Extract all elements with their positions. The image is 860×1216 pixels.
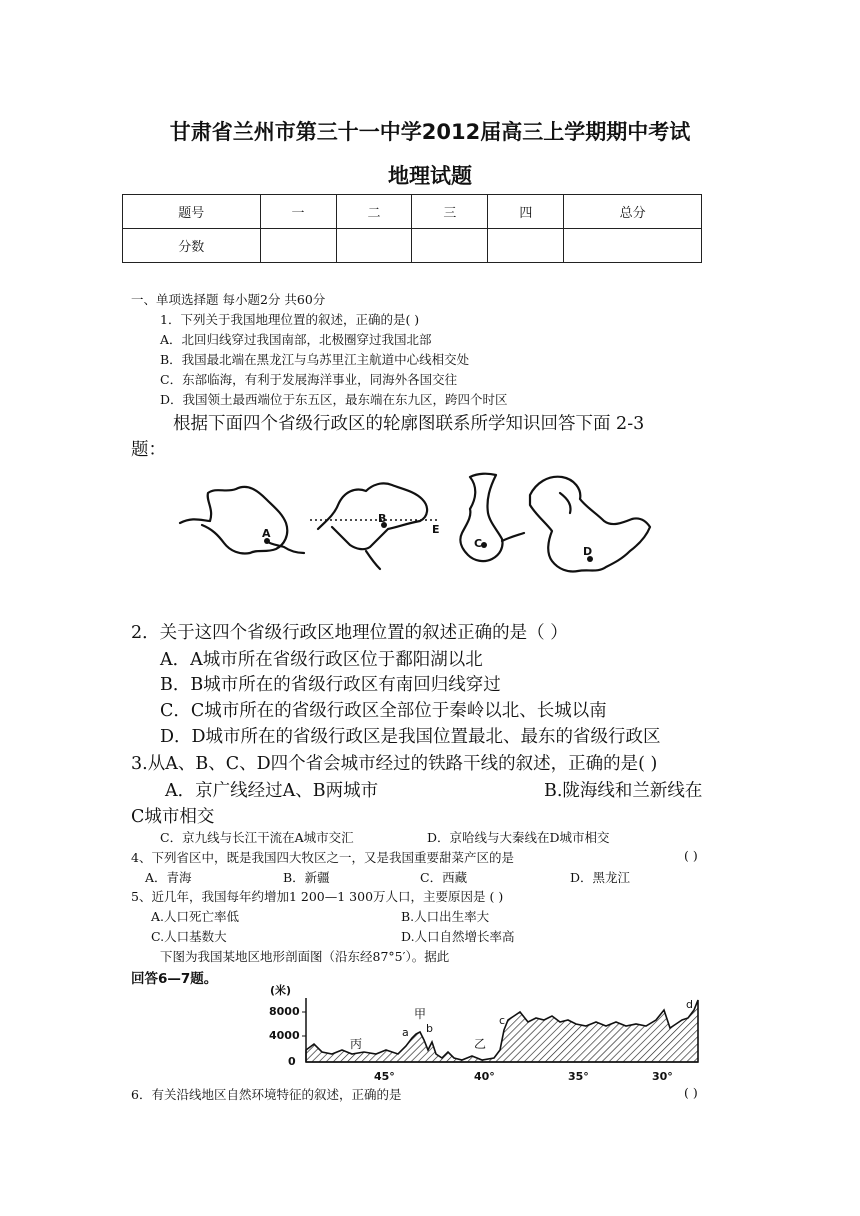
q3-option-c: C．京九线与长江干流在A城市交汇: [160, 830, 354, 845]
intro-6-7-line1: 下图为我国某地区地形剖面图（沿东经87°5′）。据此: [160, 949, 450, 964]
profile-y-tick: 0: [288, 1055, 296, 1068]
score-table-header-cell: 四: [488, 195, 564, 229]
q3-stem: 3.从A、B、C、D四个省会城市经过的铁路干线的叙述，正确的是( ): [131, 754, 658, 774]
score-table-score-row: [123, 229, 702, 263]
profile-label-bing: 丙: [350, 1037, 363, 1051]
profile-label-a: a: [402, 1026, 409, 1039]
score-cell[interactable]: [488, 229, 564, 263]
q5-option-a: A.人口死亡率低: [151, 909, 240, 924]
map-label-c: C: [474, 537, 483, 550]
q4-option-c: C．西藏: [420, 870, 468, 885]
map-b-tail: [366, 551, 380, 569]
map-label-d: D: [583, 545, 593, 558]
q4-option-d: D．黑龙江: [570, 870, 631, 885]
q2-option-c: C．C城市所在的省级行政区全部位于秦岭以北、长城以南: [160, 701, 607, 721]
profile-label-yi: 乙: [474, 1037, 487, 1051]
profile-x-tick: 35°: [568, 1070, 589, 1083]
q1-option-b: B．我国最北端在黑龙江与乌苏里江主航道中心线相交处: [160, 352, 470, 367]
terrain-profile: [266, 980, 706, 1086]
q6-stem: 6．有关沿线地区自然环境特征的叙述，正确的是: [131, 1087, 402, 1102]
map-c-line: [502, 533, 524, 541]
profile-label-jia: 甲: [414, 1007, 427, 1021]
q5-option-c: C.人口基数大: [151, 929, 227, 944]
profile-x-tick: 30°: [652, 1070, 673, 1083]
score-cell[interactable]: [260, 229, 336, 263]
q1-option-d: D．我国领土最西端位于东五区，最东端在东九区，跨四个时区: [160, 392, 508, 407]
score-table-header-row: [123, 195, 702, 229]
q2-option-d: D．D城市所在的省级行政区是我国位置最北、最东的省级行政区: [160, 727, 661, 747]
score-cell[interactable]: [412, 229, 488, 263]
score-row-label: 分数: [123, 229, 261, 263]
profile-unit: (米): [270, 984, 292, 997]
score-table-header-cell: 二: [336, 195, 412, 229]
q4-paren: ( ): [684, 848, 698, 863]
profile-label-d: d: [686, 998, 693, 1011]
q2-option-a: A．A城市所在省级行政区位于鄱阳湖以北: [160, 650, 483, 670]
q5-option-b: B.人口出生率大: [401, 909, 490, 924]
profile-label-c: c: [499, 1014, 506, 1027]
map-label-b: B: [378, 512, 387, 525]
map-label-e: E: [432, 523, 440, 536]
profile-label-b: b: [426, 1022, 433, 1035]
q4-stem: 4、下列省区中，既是我国四大牧区之一，又是我国重要甜菜产区的是: [131, 850, 514, 865]
q2-stem: 2．关于这四个省级行政区地理位置的叙述正确的是（ ）: [131, 623, 568, 643]
map-d-river: [560, 493, 571, 513]
intro-2-3-line1: 根据下面四个省级行政区的轮廓图联系所学知识回答下面 2-3: [173, 414, 645, 434]
q3-option-b-part1: B.陇海线和兰新线在: [544, 781, 703, 801]
score-table-header-cell: 总分: [564, 195, 702, 229]
profile-x-tick: 45°: [374, 1070, 395, 1083]
q3-option-b-part2: C城市相交: [131, 807, 215, 827]
q1-option-c: C．东部临海，有利于发展海洋事业，同海外各国交往: [160, 372, 458, 387]
score-table: [122, 194, 702, 263]
q4-option-b: B．新疆: [283, 870, 330, 885]
q4-option-a: A．青海: [145, 870, 192, 885]
intro-6-7-line2: 回答6—7题。: [131, 971, 218, 987]
profile-x-tick: 40°: [474, 1070, 495, 1083]
q5-option-d: D.人口自然增长率高: [401, 929, 515, 944]
terrain-profile-shape: [306, 1000, 698, 1062]
score-table-header-cell: 一: [260, 195, 336, 229]
score-table-header-cell: 三: [412, 195, 488, 229]
q1-stem: 1．下列关于我国地理位置的叙述，正确的是( ): [160, 312, 420, 327]
q2-option-b: B．B城市所在的省级行政区有南回归线穿过: [160, 675, 501, 695]
score-cell[interactable]: [564, 229, 702, 263]
q3-option-a: A．京广线经过A、B两城市: [165, 781, 379, 801]
profile-y-tick: 4000: [269, 1029, 300, 1042]
intro-2-3-line2: 题：: [131, 440, 166, 460]
profile-y-tick: 8000: [269, 1005, 300, 1018]
score-cell[interactable]: [336, 229, 412, 263]
page-subtitle: 地理试题: [388, 164, 472, 188]
province-outline-maps: [170, 465, 690, 590]
q3-option-d: D．京哈线与大秦线在D城市相交: [427, 830, 610, 845]
page-title: 甘肃省兰州市第三十一中学2012届高三上学期期中考试: [169, 120, 691, 144]
q1-option-a: A．北回归线穿过我国南部，北极圈穿过我国北部: [160, 332, 432, 347]
score-table-header-cell: 题号: [123, 195, 261, 229]
map-b-outline: [318, 483, 427, 549]
section-heading: 一、单项选择题 每小题2分 共60分: [131, 292, 326, 307]
q5-stem: 5、近几年，我国每年约增加1 200—1 300万人口，主要原因是 ( ): [131, 889, 504, 904]
map-label-a: A: [262, 527, 271, 540]
q6-paren: ( ): [684, 1085, 698, 1100]
